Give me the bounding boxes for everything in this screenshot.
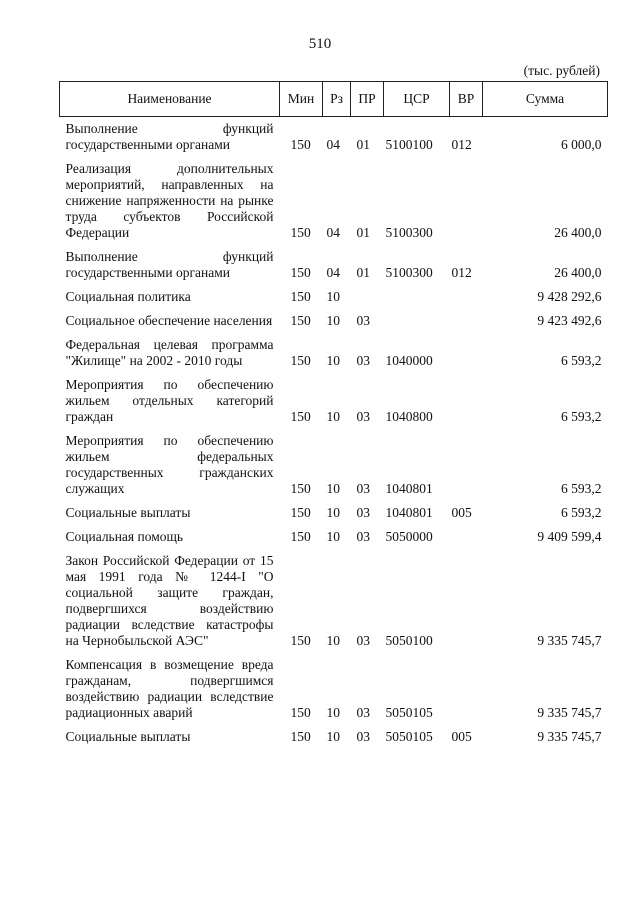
header-vr: ВР xyxy=(450,82,483,117)
cell-sum: 6 593,2 xyxy=(561,481,602,496)
cell-pr: 03 xyxy=(356,353,370,368)
cell-csr: 5100100 xyxy=(385,137,433,152)
cell-name: Реализация дополнительных мероприятий, направленных на снижение напряженности на рынке труда субъектов Российской Федерации xyxy=(65,161,274,240)
cell-csr xyxy=(384,308,450,332)
cell-rz: 10 xyxy=(326,313,340,328)
cell-sum: 9 335 745,7 xyxy=(537,705,602,720)
header-name: Наименование xyxy=(60,82,280,117)
cell-name: Федеральная целевая программа "Жилище" на 2002 - 2010 годы xyxy=(65,337,274,368)
cell-min: 150 xyxy=(290,633,311,648)
table-row xyxy=(60,524,608,548)
cell-min: 150 xyxy=(290,225,311,240)
table-row xyxy=(60,308,608,332)
cell-sum: 9 423 492,6 xyxy=(537,313,602,328)
cell-pr: 01 xyxy=(356,137,370,152)
cell-csr xyxy=(384,284,450,308)
cell-min: 150 xyxy=(290,529,311,544)
cell-pr: 03 xyxy=(356,505,370,520)
cell-rz: 10 xyxy=(326,705,340,720)
cell-vr xyxy=(450,284,483,308)
table-row xyxy=(60,372,608,428)
cell-vr xyxy=(450,524,483,548)
cell-rz: 10 xyxy=(326,353,340,368)
cell-sum: 9 335 745,7 xyxy=(537,729,602,744)
cell-name: Выполнение функций государственными органами xyxy=(65,249,274,280)
cell-csr: 5050100 xyxy=(385,633,433,648)
cell-sum: 9 335 745,7 xyxy=(537,633,602,648)
header-rz: Рз xyxy=(323,82,351,117)
cell-name: Компенсация в возмещение вреда гражданам, подвергшимся воздействию радиации вследствие радиационных аварий xyxy=(65,657,274,720)
cell-pr: 03 xyxy=(356,529,370,544)
cell-pr: 01 xyxy=(356,225,370,240)
table-row xyxy=(60,284,608,308)
cell-pr: 03 xyxy=(356,633,370,648)
cell-vr xyxy=(450,332,483,372)
cell-sum: 9 428 292,6 xyxy=(537,289,602,304)
cell-vr xyxy=(450,372,483,428)
cell-csr: 5100300 xyxy=(385,265,433,280)
table-row xyxy=(60,548,608,652)
cell-csr: 1040000 xyxy=(385,353,433,368)
cell-name: Социальное обеспечение населения xyxy=(65,313,273,328)
table-row xyxy=(60,117,608,157)
cell-rz: 10 xyxy=(326,729,340,744)
cell-vr: 005 xyxy=(451,729,472,744)
cell-rz: 10 xyxy=(326,481,340,496)
cell-min: 150 xyxy=(290,289,311,304)
page-number: 510 xyxy=(308,36,332,52)
cell-min: 150 xyxy=(290,705,311,720)
cell-vr: 012 xyxy=(451,265,472,280)
table-row xyxy=(60,156,608,244)
cell-sum: 6 000,0 xyxy=(561,137,602,152)
cell-vr xyxy=(450,156,483,244)
cell-name: Социальная помощь xyxy=(65,529,184,544)
cell-min: 150 xyxy=(290,353,311,368)
cell-name: Социальные выплаты xyxy=(65,505,191,520)
table-header xyxy=(60,82,608,117)
cell-sum: 26 400,0 xyxy=(554,265,602,280)
cell-csr: 5050000 xyxy=(385,529,433,544)
cell-rz: 10 xyxy=(326,409,340,424)
header-min: Мин xyxy=(280,82,323,117)
cell-pr: 03 xyxy=(356,729,370,744)
cell-vr xyxy=(450,428,483,500)
cell-min: 150 xyxy=(290,481,311,496)
header-csr: ЦСР xyxy=(384,82,450,117)
header-pr: ПР xyxy=(351,82,384,117)
units-label: (тыс. рублей) xyxy=(523,63,600,78)
cell-rz: 04 xyxy=(326,137,340,152)
cell-pr: 03 xyxy=(356,705,370,720)
cell-min: 150 xyxy=(290,265,311,280)
cell-name: Социальные выплаты xyxy=(65,729,191,744)
cell-pr: 03 xyxy=(356,409,370,424)
table-row xyxy=(60,724,608,748)
cell-min: 150 xyxy=(290,409,311,424)
cell-pr: 03 xyxy=(356,313,370,328)
cell-sum: 6 593,2 xyxy=(561,505,602,520)
table-row xyxy=(60,244,608,284)
cell-csr: 1040801 xyxy=(385,481,433,496)
cell-vr: 005 xyxy=(451,505,472,520)
cell-rz: 10 xyxy=(326,633,340,648)
cell-rz: 04 xyxy=(326,225,340,240)
cell-vr: 012 xyxy=(451,137,472,152)
cell-pr: 01 xyxy=(356,265,370,280)
cell-rz: 10 xyxy=(326,289,340,304)
cell-sum: 6 593,2 xyxy=(561,353,602,368)
table-body xyxy=(60,117,608,749)
cell-sum: 26 400,0 xyxy=(554,225,602,240)
cell-name: Закон Российской Федерации от 15 мая 1991 года № 1244-I "О социальной защите граждан, подвергшихся воздействию радиации вследствие катастрофы на Чернобыльской АЭС" xyxy=(65,553,274,648)
cell-sum: 9 409 599,4 xyxy=(537,529,602,544)
cell-vr xyxy=(450,548,483,652)
cell-vr xyxy=(450,308,483,332)
cell-csr: 5050105 xyxy=(385,705,433,720)
cell-min: 150 xyxy=(290,313,311,328)
budget-table xyxy=(59,81,608,748)
cell-sum: 6 593,2 xyxy=(561,409,602,424)
cell-name: Выполнение функций государственными органами xyxy=(65,121,274,152)
table-row xyxy=(60,428,608,500)
cell-csr: 5100300 xyxy=(385,225,433,240)
cell-rz: 10 xyxy=(326,505,340,520)
cell-rz: 10 xyxy=(326,529,340,544)
cell-min: 150 xyxy=(290,729,311,744)
table-row xyxy=(60,500,608,524)
cell-csr: 1040800 xyxy=(385,409,433,424)
header-row xyxy=(60,82,608,117)
cell-vr xyxy=(450,652,483,724)
cell-name: Социальная политика xyxy=(65,289,191,304)
table-row xyxy=(60,332,608,372)
table-row xyxy=(60,652,608,724)
cell-pr: 03 xyxy=(356,481,370,496)
cell-name: Мероприятия по обеспечению жильем федеральных государственных гражданских служащих xyxy=(65,433,274,496)
cell-rz: 04 xyxy=(326,265,340,280)
cell-name: Мероприятия по обеспечению жильем отдельных категорий граждан xyxy=(65,377,274,424)
cell-min: 150 xyxy=(290,505,311,520)
cell-csr: 5050105 xyxy=(385,729,433,744)
cell-pr xyxy=(351,284,384,308)
header-sum: Сумма xyxy=(483,82,608,117)
cell-min: 150 xyxy=(290,137,311,152)
cell-csr: 1040801 xyxy=(385,505,433,520)
